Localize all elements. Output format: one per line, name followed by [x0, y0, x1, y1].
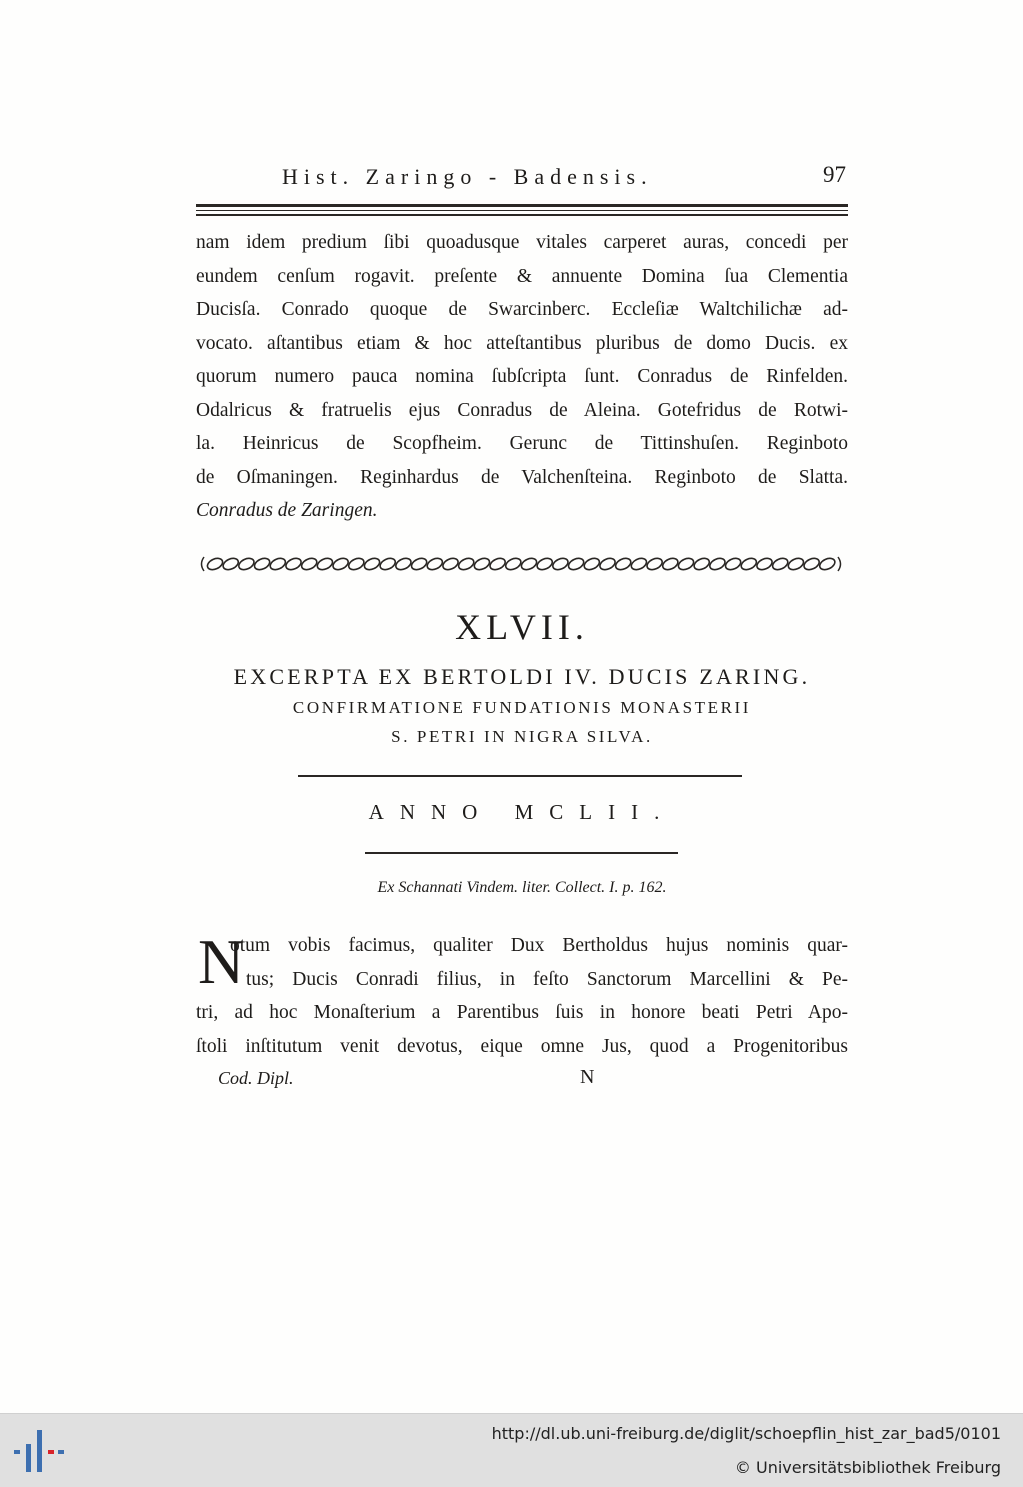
- section-subtitle: S. PETRI IN NIGRA SILVA.: [391, 727, 653, 746]
- text-line: ſtoli inſtitutum venit devotus, eique omne Jus, quod a Progenitoribus: [196, 1035, 848, 1057]
- text-line: la. Heinricus de Scopfheim. Gerunc de Tittinshuſen. Reginboto: [196, 433, 848, 454]
- text-line: tri, ad hoc Monaſterium a Parentibus ſuis in honore beati Petri Apo-: [196, 1002, 848, 1023]
- text-line: vocato. aſtantibus etiam & hoc atteſtantibus pluribus de domo Ducis. ex: [196, 332, 848, 354]
- drop-cap: N: [198, 926, 245, 997]
- paragraph-continued: [196, 226, 848, 528]
- signature-mark: N: [580, 1066, 595, 1088]
- page-number: 97: [823, 162, 846, 187]
- source-citation: Ex Schannati Vindem. liter. Collect. I. p. 162.: [377, 879, 667, 896]
- permalink-url[interactable]: http://dl.ub.uni-freiburg.de/diglit/schoepflin_hist_zar_bad5/0101: [491, 1424, 1001, 1443]
- viewer-footer-bar: [0, 1413, 1023, 1487]
- charter-paragraph: [196, 926, 848, 1063]
- header-rule: [196, 210, 848, 211]
- text-line: Ducisſa. Conrado quoque de Swarcinberc. Eccleſiæ Waltchilichæ ad-: [196, 299, 848, 320]
- section-number: XLVII.: [455, 607, 589, 647]
- copyright-notice: © Universitätsbibliothek Freiburg: [734, 1458, 1001, 1477]
- text-line: Conradus de Zaringen.: [196, 500, 378, 521]
- running-title: Hist. Zaringo - Badensis.: [282, 164, 653, 189]
- header-rule: [196, 214, 848, 216]
- footer-catchword: Cod. Dipl.: [218, 1068, 294, 1088]
- text-line: Odalricus & fratruelis ejus Conradus de Aleina. Gotefridus de Rotwi-: [196, 399, 848, 421]
- text-line: de Oſmaningen. Reginhardus de Valchenſteina. Reginboto de Slatta.: [196, 466, 848, 488]
- section-subtitle: CONFIRMATIONE FUNDATIONIS MONASTERII: [292, 698, 752, 717]
- section-rule: [365, 852, 678, 854]
- text-line: eundem cenſum rogavit. preſente & annuente Domina ſua Clementia: [196, 265, 848, 287]
- section-title: EXCERPTA EX BERTOLDI IV. DUCIS ZARING.: [233, 664, 811, 689]
- text-line: quorum numero pauca nomina ſubſcripta ſunt. Conradus de Rinfelden.: [196, 366, 848, 387]
- text-line: tus; Ducis Conradi filius, in feſto Sanctorum Marcellini & Pe-: [246, 968, 848, 990]
- header-rule: [196, 204, 848, 207]
- text-line: nam idem predium ſibi quoadusque vitales carperet auras, concedi per: [196, 232, 848, 253]
- ub-freiburg-logo-icon[interactable]: [10, 1426, 68, 1476]
- section-year: ANNO MCLII.: [368, 800, 676, 824]
- text-line: otum vobis facimus, qualiter Dux Bertholdus hujus nominis quar-: [230, 935, 848, 956]
- running-header: [196, 160, 848, 196]
- section-rule: [298, 775, 742, 777]
- rope-ornament-divider: [198, 553, 844, 575]
